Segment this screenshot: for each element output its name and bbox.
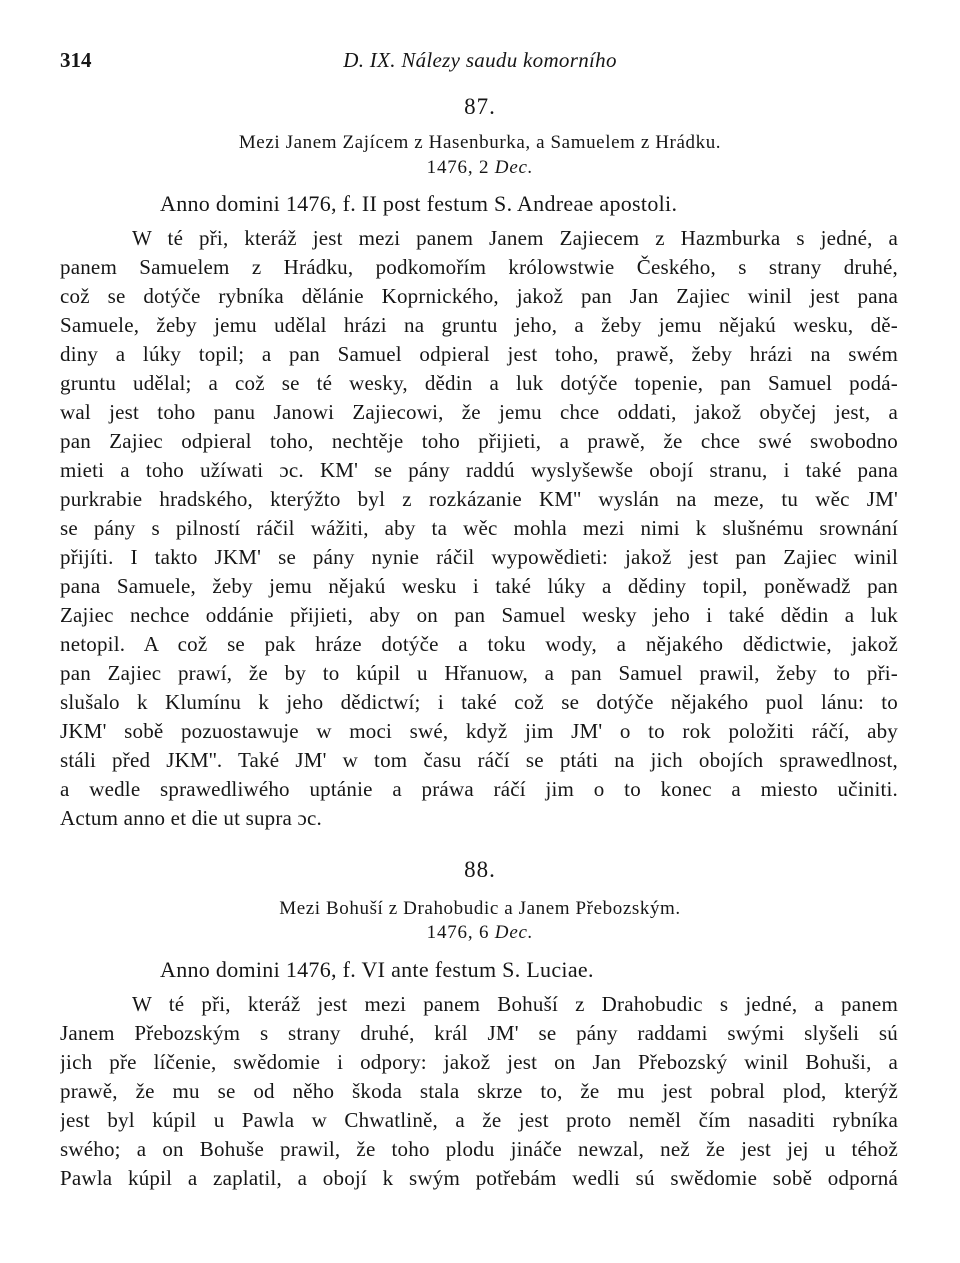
text-line: Janem Přebozským s strany druhé, král JM' se pány raddami swými slyšeli sú: [60, 1021, 898, 1045]
date-text: 1476, 2: [426, 157, 495, 178]
text-line: a wedle sprawedliwého uptánie a práwa ráčí jim o to konec a miesto učiniti.: [60, 777, 898, 801]
opening-line: Anno domini 1476, f. VI ante festum S. Luciae.: [160, 957, 594, 982]
text-line: W té při, kteráž jest mezi panem Bohuší z Drahobudic s jedné, a panem: [132, 992, 898, 1016]
document-date: [0, 922, 960, 944]
document-number: 87.: [464, 94, 496, 119]
date-month: Dec.: [494, 157, 534, 178]
text-line: panem Samuelem z Hrádku, podkomořím królowstwie Českého, s strany druhé,: [60, 255, 898, 279]
text-line: pan Zajiec prawí, že by to kúpil u Hřanuow, a pan Samuel prawil, žeby to při-: [60, 661, 898, 685]
text-line: slušalo k Klumínu k jeho dědictwí; i také což se dotýče nějakého puol lánu: to: [60, 690, 898, 714]
text-line: se pány s pilností ráčil wážiti, aby ta wěc mohla mezi nimi k slušnému srownání: [60, 516, 898, 540]
text-line: pan Zajiec odpieral toho, nechtěje toho přijieti, a prawě, že chce swé swobodno: [60, 429, 898, 453]
running-head: [60, 48, 900, 78]
text-line: swého; a on Bohuše prawil, že toho plodu jináče newzal, než že jest jej u téhož: [60, 1137, 898, 1161]
text-line: jest byl kúpil u Pawla w Chwatlině, a že jest proto neměl čím nasaditi rybníka: [60, 1108, 898, 1132]
date-month: Dec.: [494, 922, 534, 943]
text-line: Actum anno et die ut supra ɔc.: [60, 806, 322, 830]
document-number: 88.: [464, 857, 496, 882]
document-date: [0, 157, 960, 179]
page-number: 314: [60, 48, 92, 72]
text-line: diny a lúky topil; a pan Samuel odpieral jest toho, prawě, žeby hrázi na swém: [60, 342, 898, 366]
text-line: netopil. A což se pak hráze dotýče a toku wody, a nějakého dědictwie, jakož: [60, 632, 898, 656]
date-text: 1476, 6: [426, 922, 495, 943]
running-title: D. IX. Nálezy saudu komorního: [343, 48, 617, 72]
text-line: Zajiec nechce oddánie přijieti, aby on pan Samuel wesky jeho i také dědin a luk: [60, 603, 898, 627]
opening-line: Anno domini 1476, f. II post festum S. Andreae apostoli.: [160, 191, 678, 216]
text-line: jich pře líčenie, swědomie i odpory: jakož jest on Jan Přebozský winil Bohuši, a: [60, 1050, 898, 1074]
text-line: purkrabie hradského, kterýžto byl z rozkázanie KM'' wyslán na meze, tu wěc JM': [60, 487, 898, 511]
text-line: W té při, kteráž jest mezi panem Janem Zajiecem z Hazmburka s jedné, a: [132, 226, 898, 250]
text-line: wal jest toho panu Janowi Zajiecowi, že jemu chce oddati, jakož obyčej jest, a: [60, 400, 898, 424]
document-heading: Mezi Bohuší z Drahobudic a Janem Přebozským.: [279, 898, 681, 919]
text-line: pana Samuele, žeby jemu nějakú wesku i také lúky a dědiny topil, poněwadž pan: [60, 574, 898, 598]
text-line: JKM' sobě pozuostawuje w moci swé, když jim JM' o to rok položiti ráčí, aby: [60, 719, 898, 743]
text-line: Pawla kúpil a zaplatil, a obojí k swým potřebám wedli sú swědomie sobě odporná: [60, 1166, 898, 1190]
text-line: přijíti. I takto JKM' se pány nynie ráčil wypowědieti: jakož jest pan Zajiec winil: [60, 545, 898, 569]
text-line: stáli před JKM''. Také JM' w tom času ráčí se ptáti na jich obojích sprawedlnost,: [60, 748, 898, 772]
text-line: gruntu udělal; a což se té wesky, dědin a luk dotýče topenie, pan Samuel podá-: [60, 371, 898, 395]
document-heading: Mezi Janem Zajícem z Hasenburka, a Samuelem z Hrádku.: [238, 132, 722, 153]
text-line: mieti a toho užíwati ɔc. KM' se pány raddú wyslyšewše obojí stranu, i také pana: [60, 458, 898, 482]
text-line: prawě, že mu se od něho škoda stala skrze to, že mu jest pobral plod, kterýž: [60, 1079, 898, 1103]
text-line: což se dotýče rybníka dělánie Koprnického, jakož pan Jan Zajiec winil jest pana: [60, 284, 898, 308]
text-line: Samuele, žeby jemu udělal hrázi na gruntu jeho, a žeby jemu nějakú wesku, dě-: [60, 313, 898, 337]
